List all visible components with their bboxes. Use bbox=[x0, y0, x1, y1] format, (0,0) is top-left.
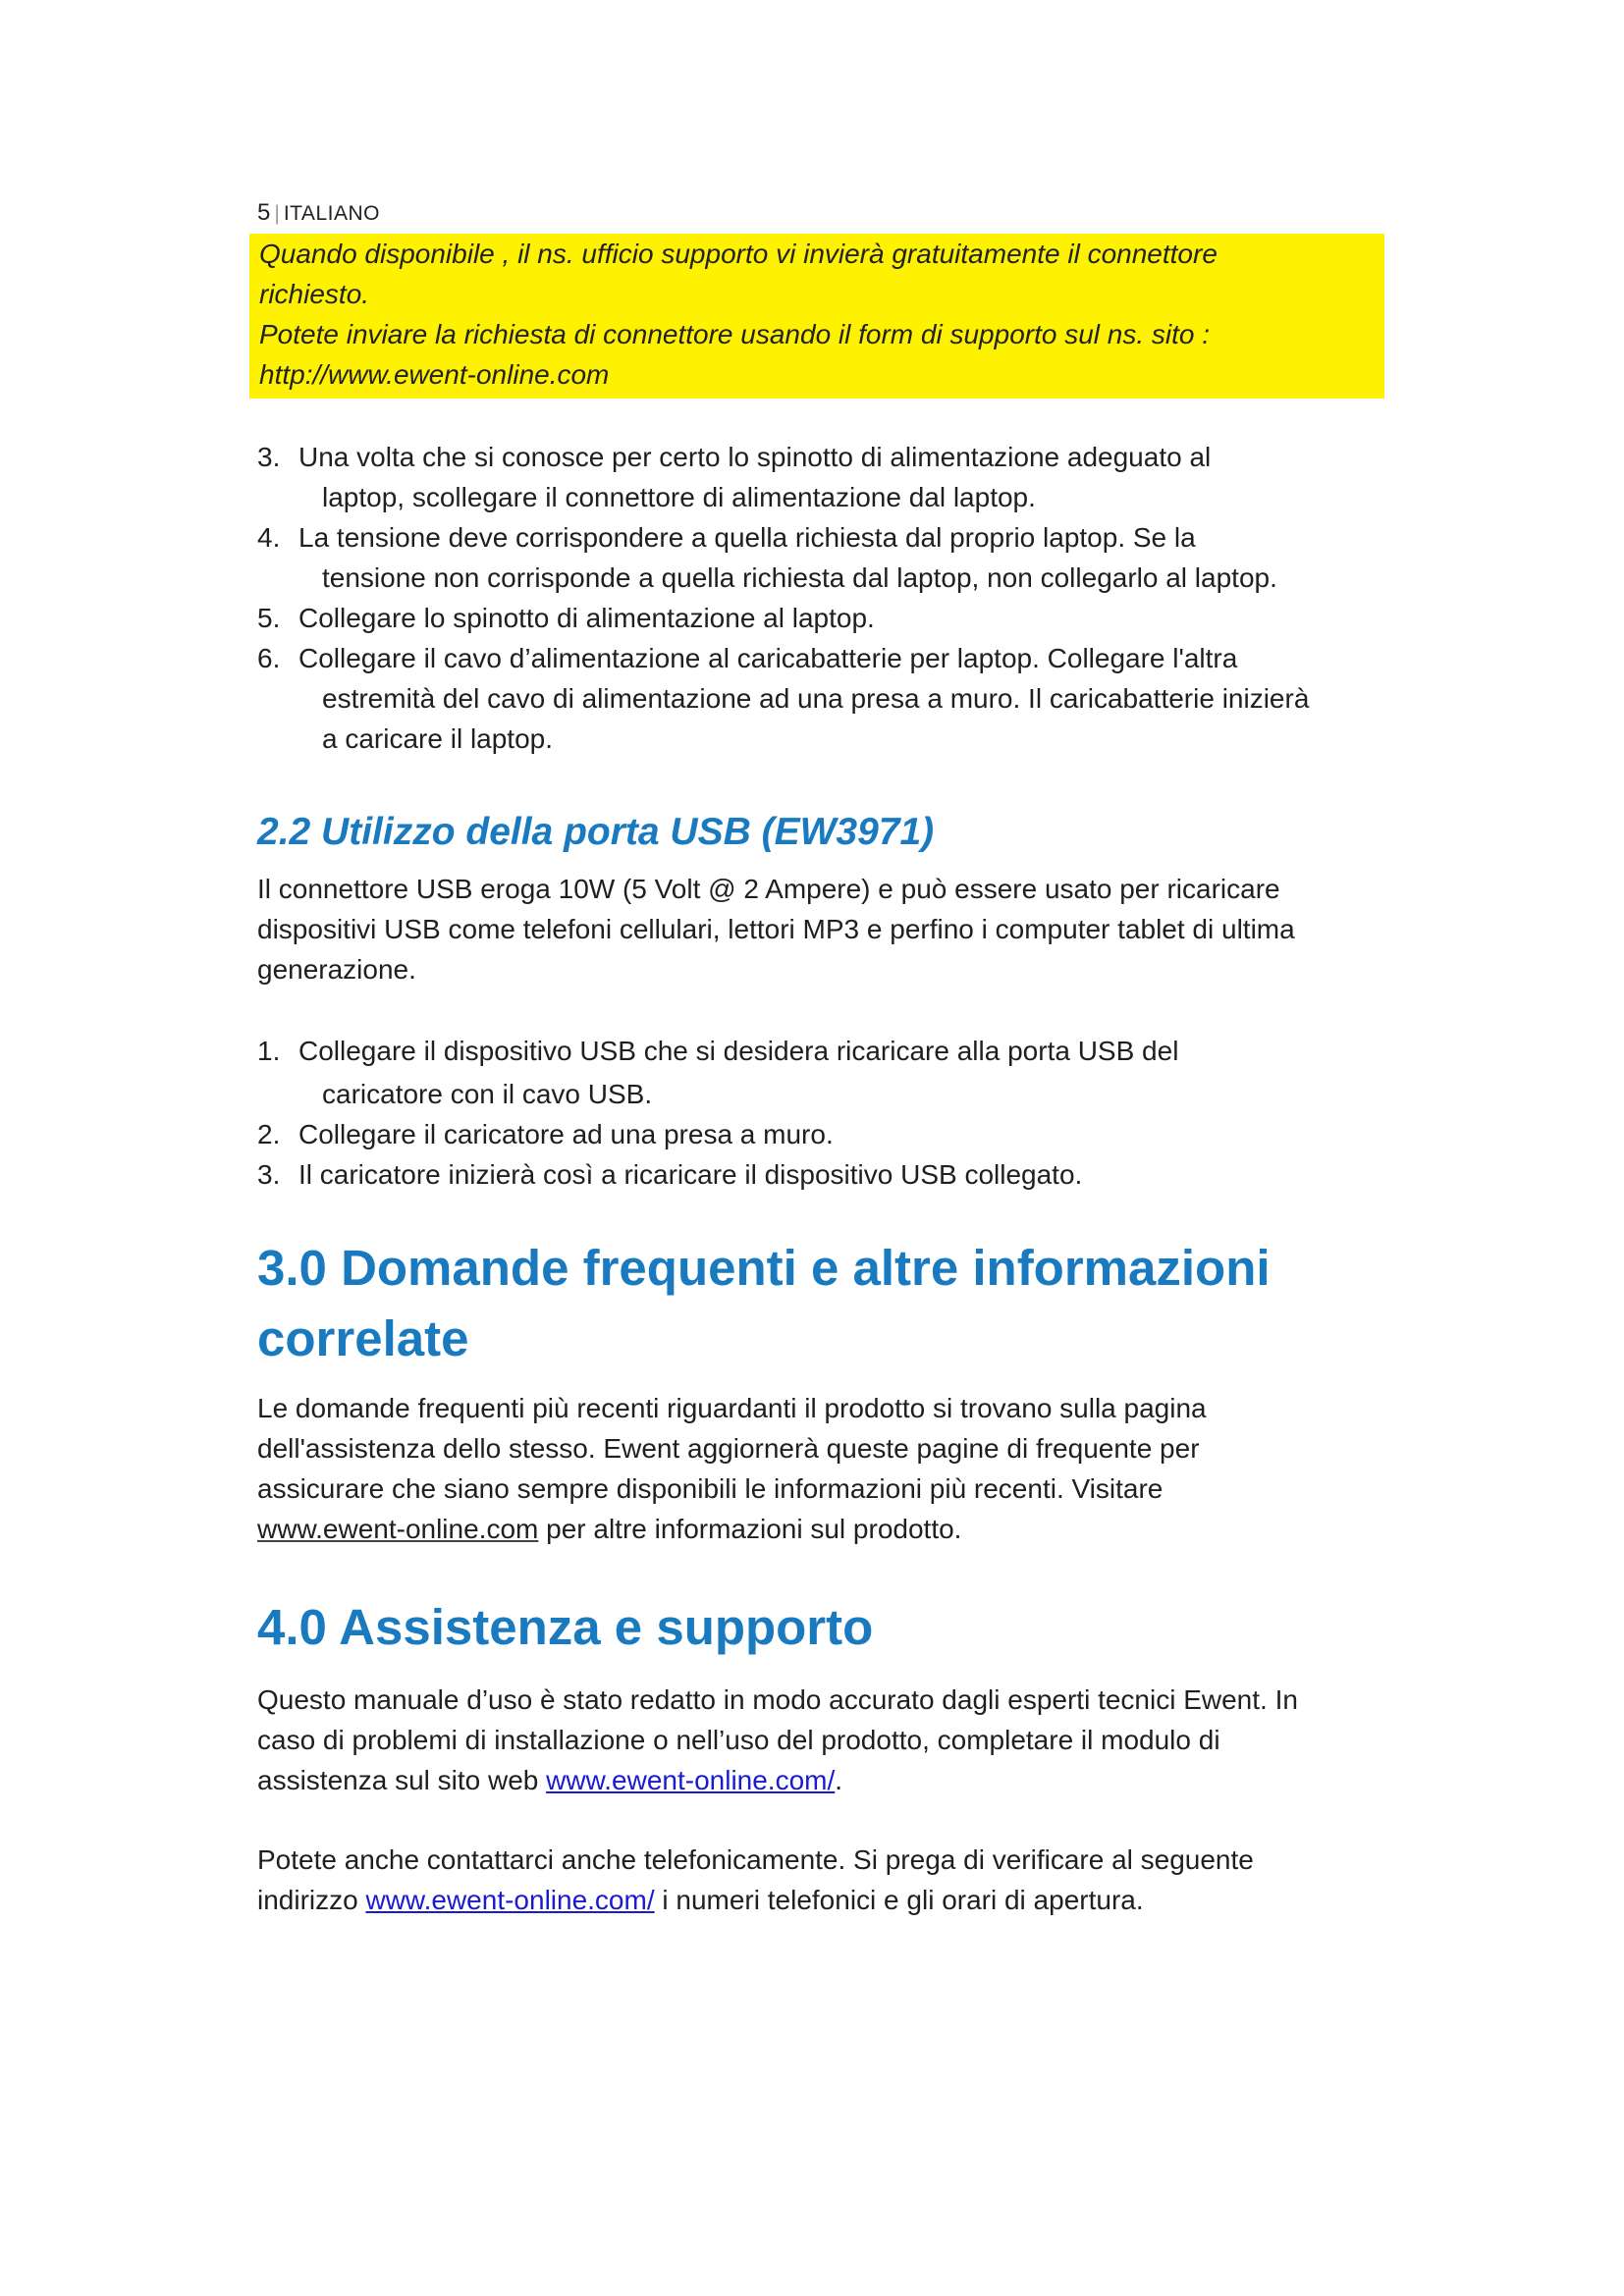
paragraph-line: Il connettore USB eroga 10W (5 Volt @ 2 Ampere) e può essere usato per ricaricare bbox=[257, 874, 1280, 904]
step-text: La tensione deve corrispondere a quella richiesta dal proprio laptop. Se la bbox=[298, 522, 1196, 553]
paragraph-text: . bbox=[835, 1765, 843, 1795]
step-number: 3. bbox=[257, 442, 281, 472]
paragraph-line: Questo manuale d’uso è stato redatto in modo accurato dagli esperti tecnici Ewent. In bbox=[257, 1684, 1298, 1715]
page-number: 5 bbox=[257, 199, 271, 226]
step-text: Collegare il dispositivo USB che si desidera ricaricare alla porta USB del bbox=[298, 1036, 1179, 1066]
faq-paragraph bbox=[257, 1388, 1386, 1549]
paragraph-line bbox=[257, 1509, 1386, 1549]
step-text: Collegare il cavo d’alimentazione al caricabatterie per laptop. Collegare l'altra bbox=[298, 643, 1238, 673]
step-number: 6. bbox=[257, 643, 281, 673]
step-text: estremità del cavo di alimentazione ad una presa a muro. Il caricabatterie inizierà bbox=[322, 683, 1310, 714]
paragraph-line: assicurare che siano sempre disponibili le informazioni più recenti. Visitare bbox=[257, 1473, 1164, 1504]
section-4-0 bbox=[257, 1592, 1386, 1663]
usb-steps bbox=[257, 1031, 1386, 1195]
support-paragraph-1 bbox=[257, 1680, 1386, 1800]
page-header bbox=[257, 199, 380, 227]
step-text: Una volta che si conosce per certo lo spinotto di alimentazione adeguato al bbox=[298, 442, 1212, 472]
paragraph-line: dispositivi USB come telefoni cellulari, lettori MP3 e perfino i computer tablet di ultima bbox=[257, 914, 1295, 944]
connect-steps bbox=[257, 437, 1386, 759]
section-3-0 bbox=[257, 1233, 1386, 1374]
note-line: richiesto. bbox=[259, 279, 370, 309]
note-url: http://www.ewent-online.com bbox=[259, 359, 610, 390]
list-item bbox=[257, 1114, 1386, 1154]
paragraph-text: per altre informazioni sul prodotto. bbox=[538, 1514, 962, 1544]
list-item bbox=[257, 437, 1386, 517]
list-item bbox=[257, 598, 1386, 638]
section-heading: 2.2 Utilizzo della porta USB (EW3971) bbox=[257, 811, 935, 853]
step-number: 4. bbox=[257, 522, 281, 553]
paragraph-text: assistenza sul sito web bbox=[257, 1765, 547, 1795]
step-text: tensione non corrisponde a quella richiesta dal laptop, non collegarlo al laptop. bbox=[322, 562, 1277, 593]
step-text: Collegare il caricatore ad una presa a muro. bbox=[298, 1119, 834, 1149]
section-heading: correlate bbox=[257, 1310, 469, 1366]
step-text: laptop, scollegare il connettore di alimentazione dal laptop. bbox=[322, 482, 1036, 512]
contact-link[interactable]: www.ewent-online.com/ bbox=[365, 1885, 655, 1915]
list-item bbox=[257, 517, 1386, 598]
list-item bbox=[257, 1031, 1386, 1114]
paragraph-line bbox=[257, 1760, 1386, 1800]
header-separator: | bbox=[274, 202, 280, 225]
paragraph-line bbox=[257, 1880, 1386, 1920]
highlighted-note bbox=[249, 234, 1384, 399]
usb-intro bbox=[257, 869, 1386, 989]
step-number: 3. bbox=[257, 1159, 281, 1190]
section-2-2 bbox=[257, 809, 1386, 856]
header-language: ITALIANO bbox=[283, 202, 380, 225]
step-text: a caricare il laptop. bbox=[322, 723, 554, 754]
paragraph-line: Le domande frequenti più recenti riguardanti il prodotto si trovano sulla pagina bbox=[257, 1393, 1207, 1423]
paragraph-line: dell'assistenza dello stesso. Ewent aggiornerà queste pagine di frequente per bbox=[257, 1433, 1200, 1464]
step-text: caricatore con il cavo USB. bbox=[322, 1079, 653, 1109]
step-number: 1. bbox=[257, 1036, 281, 1066]
support-link[interactable]: www.ewent-online.com/ bbox=[546, 1765, 836, 1795]
list-item bbox=[257, 638, 1386, 759]
step-text: Collegare lo spinotto di alimentazione al laptop. bbox=[298, 603, 875, 633]
note-line: Quando disponibile , il ns. ufficio supporto vi invierà gratuitamente il connettore bbox=[259, 239, 1218, 269]
paragraph-line: caso di problemi di installazione o nell’uso del prodotto, completare il modulo di bbox=[257, 1725, 1220, 1755]
paragraph-text: indirizzo bbox=[257, 1885, 366, 1915]
paragraph-text: i numeri telefonici e gli orari di apertura. bbox=[654, 1885, 1144, 1915]
section-heading: 4.0 Assistenza e supporto bbox=[257, 1599, 874, 1655]
step-text: Il caricatore inizierà così a ricaricare il dispositivo USB collegato. bbox=[298, 1159, 1083, 1190]
paragraph-line: generazione. bbox=[257, 954, 416, 985]
paragraph-line: Potete anche contattarci anche telefonicamente. Si prega di verificare al seguente bbox=[257, 1844, 1254, 1875]
step-number: 5. bbox=[257, 603, 281, 633]
ewent-link[interactable]: www.ewent-online.com bbox=[257, 1514, 539, 1544]
note-line: Potete inviare la richiesta di connettore usando il form di supporto sul ns. sito : bbox=[259, 319, 1211, 349]
step-number: 2. bbox=[257, 1119, 281, 1149]
support-paragraph-2 bbox=[257, 1840, 1386, 1920]
list-item bbox=[257, 1154, 1386, 1195]
section-heading: 3.0 Domande frequenti e altre informazioni bbox=[257, 1240, 1271, 1296]
